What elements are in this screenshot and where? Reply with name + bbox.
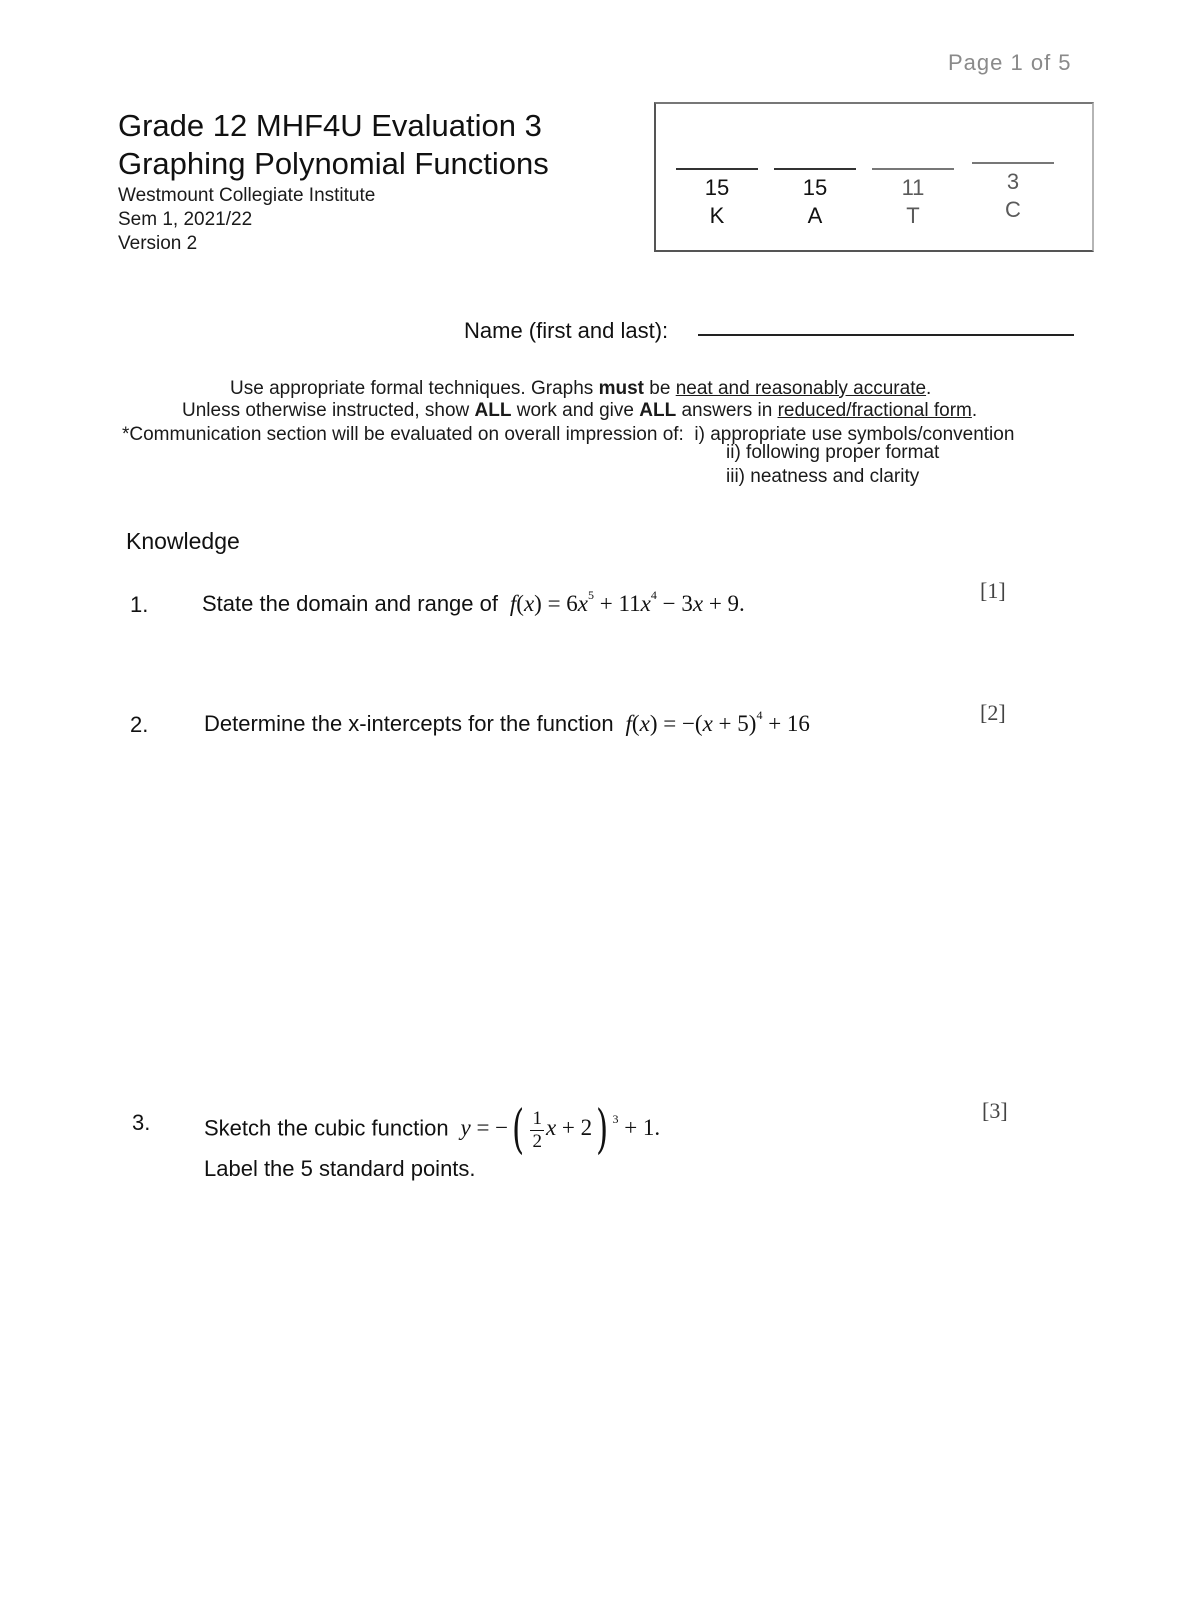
section-title: Knowledge bbox=[126, 528, 240, 554]
score-category: C bbox=[1005, 197, 1021, 222]
school-name: Westmount Collegiate Institute bbox=[118, 185, 376, 206]
semester: Sem 1, 2021/22 bbox=[118, 209, 253, 230]
question-3-subtext: Label the 5 standard points. bbox=[204, 1156, 476, 1181]
score-box bbox=[654, 102, 1094, 252]
criterion-2: ii) following proper format bbox=[726, 442, 940, 463]
score-thinking bbox=[872, 168, 954, 230]
score-category: T bbox=[906, 203, 920, 228]
score-category: A bbox=[807, 203, 823, 228]
exam-subtitle: Graphing Polynomial Functions bbox=[118, 146, 549, 181]
score-knowledge bbox=[676, 168, 758, 230]
question-2-marks: [2] bbox=[980, 700, 1006, 725]
instruction-line-2: Unless otherwise instructed, show ALL work and give ALL answers in reduced/fractional form. bbox=[182, 400, 978, 421]
question-1-number: 1. bbox=[130, 592, 149, 617]
name-field[interactable] bbox=[698, 334, 1074, 336]
question-3-marks: [3] bbox=[982, 1098, 1008, 1123]
question-2-number: 2. bbox=[130, 712, 149, 737]
instruction-line-1: Use appropriate formal techniques. Graphs must be neat and reasonably accurate. bbox=[230, 378, 932, 399]
question-2-text: Determine the x-intercepts for the function $f(x) = -(x + 5)^4 + 16$ bbox=[204, 708, 810, 736]
question-3-math: y = −( $\frac{1}{2}$ x + 2) $^3$ + 1. bbox=[460, 1100, 661, 1160]
instruction-line-3: *Communication section will be evaluated on overall impression of: i) appropriate use symbols/convention bbox=[122, 424, 1015, 445]
question-2-math: $f(x) = -(x + 5)^4 + 16$ bbox=[625, 708, 810, 736]
score-communication bbox=[972, 162, 1054, 224]
version: Version 2 bbox=[118, 233, 198, 254]
exam-title: Grade 12 MHF4U Evaluation 3 bbox=[118, 108, 542, 143]
name-label: Name (first and last): bbox=[464, 318, 669, 343]
criterion-3: iii) neatness and clarity bbox=[726, 466, 920, 487]
question-1-math: $f(x) = 6x^5 + 11x^4 - 3x + 9$. bbox=[509, 588, 745, 616]
question-3-number: 3. bbox=[132, 1110, 151, 1135]
page-number: Page 1 of 5 bbox=[948, 50, 1072, 75]
score-value: 15 bbox=[802, 175, 828, 200]
question-3-text: Sketch the cubic function y = −( $\frac{1}{2}$ x + 2) $^3$ + 1. bbox=[204, 1100, 661, 1160]
score-application bbox=[774, 168, 856, 230]
score-category: K bbox=[709, 203, 725, 228]
score-value: 3 bbox=[1006, 169, 1020, 194]
criterion-1: i) appropriate use symbols/convention bbox=[694, 424, 1015, 445]
question-1-marks: [1] bbox=[980, 578, 1006, 603]
question-1-text: State the domain and range of $f(x) = 6x^5 + 11x^4 - 3x + 9$. bbox=[202, 588, 745, 616]
score-value: 11 bbox=[901, 175, 925, 200]
score-value: 15 bbox=[704, 175, 730, 200]
